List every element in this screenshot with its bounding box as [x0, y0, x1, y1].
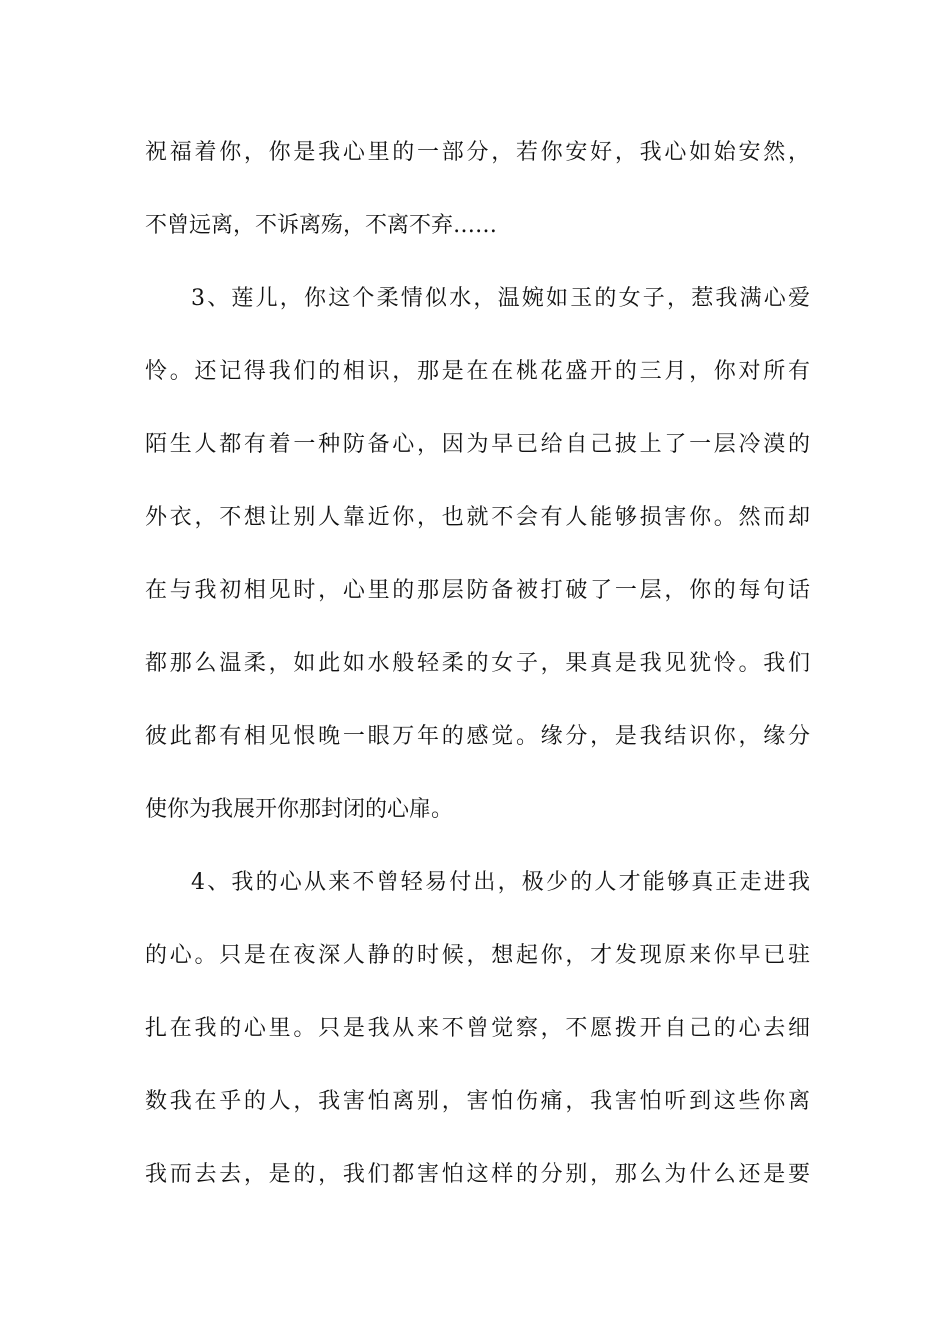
text-line: 陌生人都有着一种防备心，因为早已给自己披上了一层冷漠的: [145, 432, 810, 457]
text-line: 都那么温柔，如此如水般轻柔的女子，果真是我见犹怜。我们: [145, 651, 810, 676]
text-line: 在与我初相见时，心里的那层防备被打破了一层，你的每句话: [145, 578, 810, 603]
text-line: 使你为我展开你那封闭的心扉。: [145, 797, 454, 822]
text-line: 祝福着你，你是我心里的一部分，若你安好，我心如始安然，: [145, 140, 810, 165]
text-line: 外衣，不想让别人靠近你，也就不会有人能够损害你。然而却: [145, 505, 810, 530]
text-line: 我而去去，是的，我们都害怕这样的分别，那么为什么还是要: [145, 1162, 810, 1187]
text-line: 怜。还记得我们的相识，那是在在桃花盛开的三月，你对所有: [145, 359, 810, 384]
text-line: 不曾远离，不诉离殇，不离不弃……: [145, 213, 498, 238]
body-text: [145, 130, 810, 1225]
text-line: 的心。只是在夜深人静的时候，想起你，才发现原来你早已驻: [145, 943, 810, 968]
paragraph-first-line: 4、我的心从来不曾轻易付出，极少的人才能够真正走进我: [191, 870, 810, 895]
text-line: 扎在我的心里。只是我从来不曾觉察，不愿拨开自己的心去细: [145, 1016, 810, 1041]
text-line: 数我在乎的人，我害怕离别，害怕伤痛，我害怕听到这些你离: [145, 1089, 810, 1114]
paragraph-first-line: 3、莲儿，你这个柔情似水，温婉如玉的女子，惹我满心爱: [191, 286, 810, 311]
text-line: 彼此都有相见恨晚一眼万年的感觉。缘分，是我结识你，缘分: [145, 724, 810, 749]
